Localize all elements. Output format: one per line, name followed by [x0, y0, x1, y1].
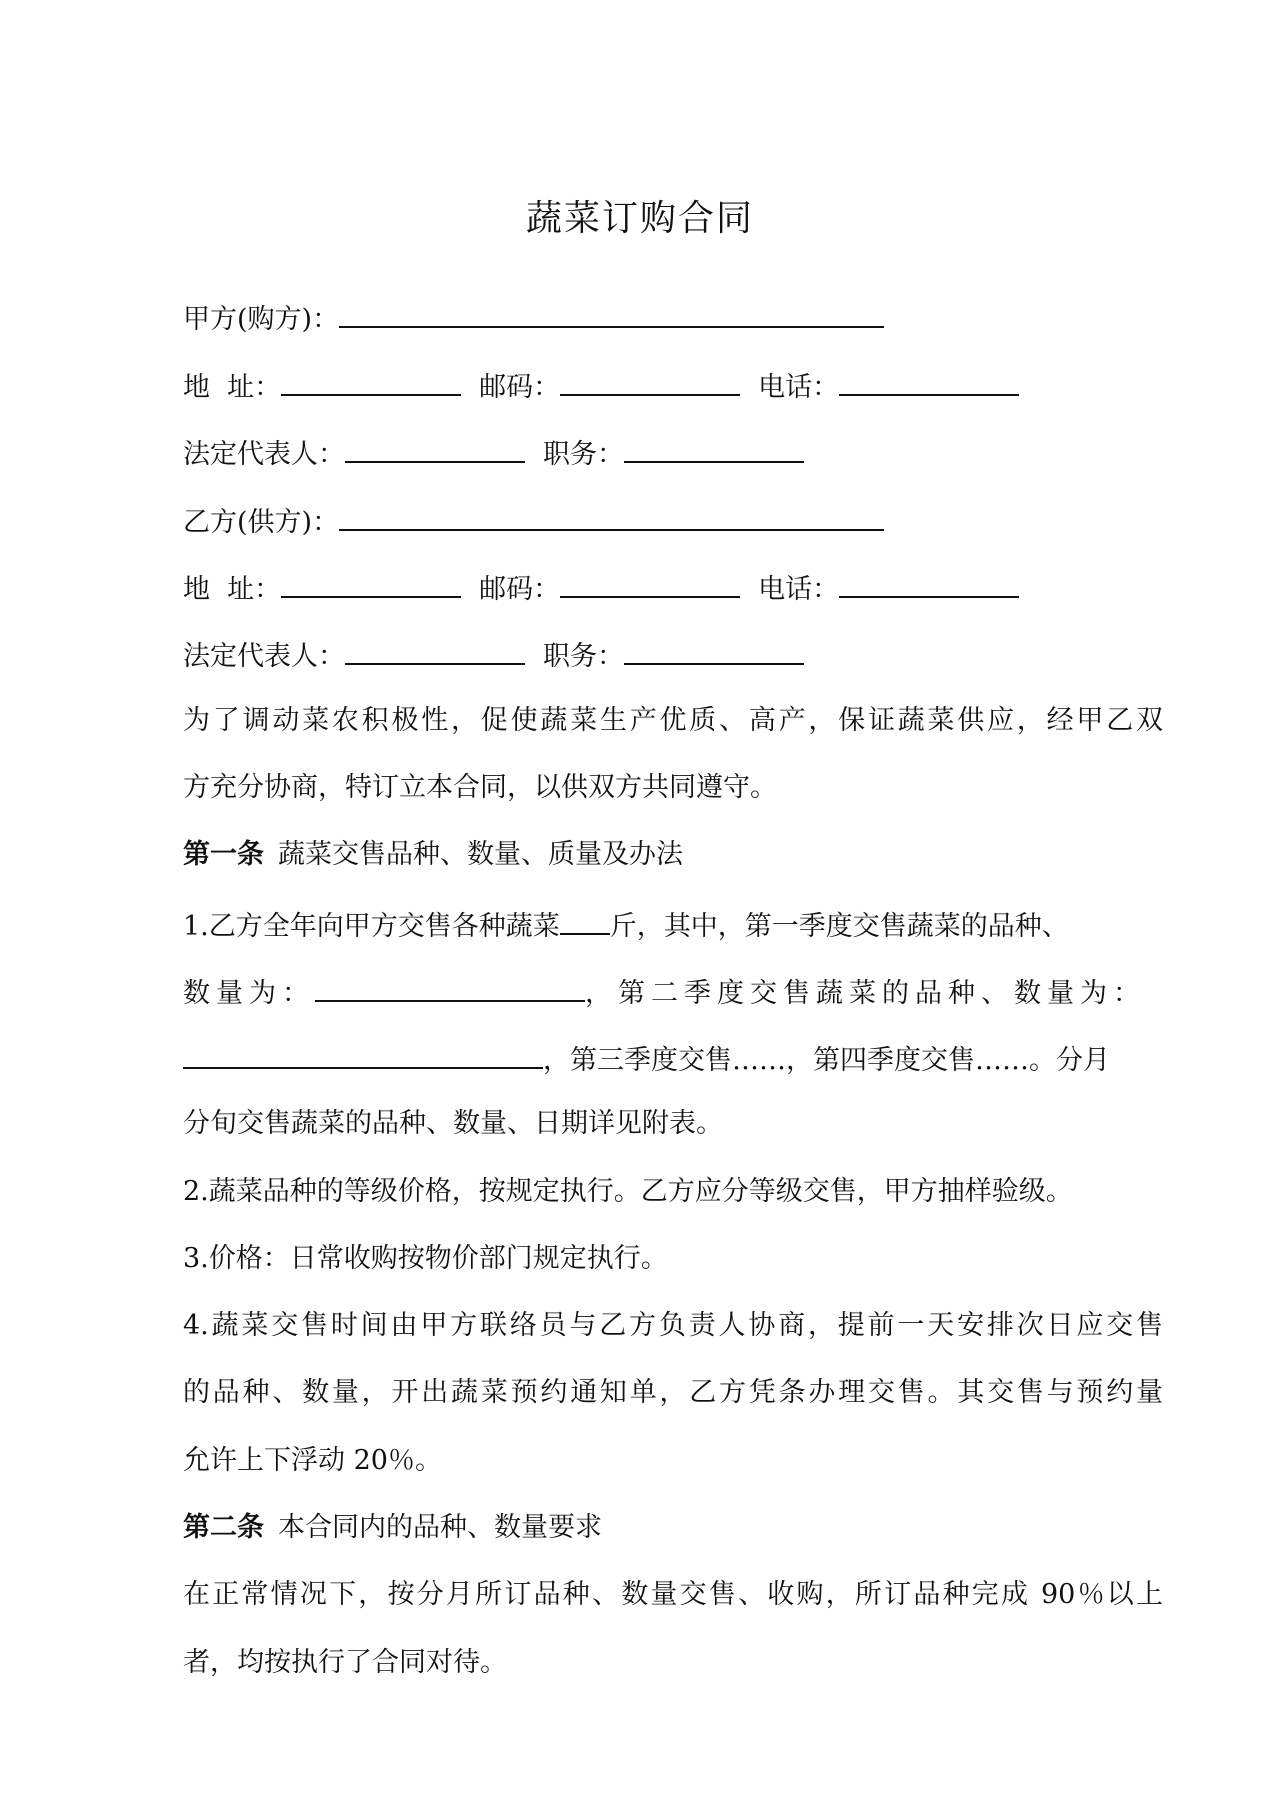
- article1-item1-a: 1.乙方全年向甲方交售各种蔬菜: [183, 911, 560, 942]
- party-a-phone-blank[interactable]: [839, 364, 1019, 396]
- party-b-postcode-blank[interactable]: [560, 566, 740, 598]
- party-a-postcode-blank[interactable]: [560, 364, 740, 396]
- party-b-address-line: [183, 566, 1019, 610]
- article1-item1-line-2: [183, 970, 1146, 1014]
- article1-heading-line: [183, 835, 683, 875]
- article1-item4-line-2: 的品种、数量，开出蔬菜预约通知单，乙方凭条办理交售。其交售与预约量: [183, 1377, 1163, 1408]
- party-a-label: 甲方(购方)：: [183, 304, 340, 335]
- intro-line-2: 方充分协商，特订立本合同，以供双方共同遵守。: [183, 772, 777, 803]
- party-a-address-line: [183, 364, 1019, 408]
- article1-item2: 2.蔬菜品种的等级价格，按规定执行。乙方应分等级交售，甲方抽样验级。: [183, 1176, 1073, 1207]
- party-a-blank[interactable]: [339, 296, 884, 328]
- article2-text-line-1: 在正常情况下，按分月所订品种、数量交售、收购，所订品种完成 90％以上: [183, 1579, 1163, 1610]
- q2-quantity-blank[interactable]: [183, 1037, 543, 1069]
- party-a-postcode-label: 邮码：: [479, 372, 561, 403]
- article1-item1-line-1: [183, 903, 1069, 947]
- party-a-rep-label: 法定代表人：: [183, 439, 345, 470]
- article2-text-line-2: 者，均按执行了合同对待。: [183, 1647, 507, 1678]
- article1-item4-line-3: 允许上下浮动 20％。: [183, 1445, 442, 1476]
- party-a-line: [183, 296, 884, 340]
- article1-item3: 3.价格：日常收购按物价部门规定执行。: [183, 1243, 668, 1274]
- party-b-rep-blank[interactable]: [345, 633, 525, 665]
- party-b-phone-blank[interactable]: [839, 566, 1019, 598]
- party-a-phone-label: 电话：: [758, 372, 840, 403]
- article1-title: 蔬菜交售品种、数量、质量及办法: [278, 839, 683, 870]
- article2-heading: 第二条: [183, 1512, 264, 1543]
- party-b-position-label: 职务：: [543, 641, 624, 672]
- party-b-label: 乙方(供方)：: [183, 507, 340, 538]
- annual-quantity-blank[interactable]: [560, 903, 610, 935]
- party-b-blank[interactable]: [339, 499, 884, 531]
- party-b-address-blank[interactable]: [281, 566, 461, 598]
- article1-item1-d: ，第二季度交售蔬菜的品种、数量为：: [585, 978, 1146, 1009]
- article2-heading-line: [183, 1508, 602, 1548]
- party-a-position-label: 职务：: [543, 439, 624, 470]
- party-a-rep-blank[interactable]: [345, 431, 525, 463]
- intro-line-1: 为了调动菜农积极性，促使蔬菜生产优质、高产，保证蔬菜供应，经甲乙双: [183, 705, 1163, 736]
- party-a-address-blank[interactable]: [281, 364, 461, 396]
- party-b-phone-label: 电话：: [758, 574, 840, 605]
- article1-item1-e: ，第三季度交售……，第四季度交售……。分月: [543, 1045, 1110, 1076]
- party-b-address-label: 地 址：: [183, 574, 282, 605]
- party-b-rep-label: 法定代表人：: [183, 641, 345, 672]
- article1-heading: 第一条: [183, 839, 264, 870]
- party-b-position-blank[interactable]: [624, 633, 804, 665]
- article2-title: 本合同内的品种、数量要求: [278, 1512, 602, 1543]
- party-b-rep-line: [183, 633, 804, 677]
- party-b-line: [183, 499, 884, 543]
- party-b-postcode-label: 邮码：: [479, 574, 561, 605]
- party-a-rep-line: [183, 431, 804, 475]
- article1-item4-line-1: 4.蔬菜交售时间由甲方联络员与乙方负责人协商，提前一天安排次日应交售: [183, 1310, 1163, 1341]
- party-a-position-blank[interactable]: [624, 431, 804, 463]
- q1-quantity-blank[interactable]: [315, 970, 585, 1002]
- party-a-address-label: 地 址：: [183, 372, 282, 403]
- article1-item1-c: 数量为：: [183, 978, 315, 1009]
- article1-item1-line-4: 分旬交售蔬菜的品种、数量、日期详见附表。: [183, 1108, 723, 1139]
- article1-item1-line-3: [183, 1037, 1110, 1081]
- document-title: 蔬菜订购合同: [525, 198, 754, 239]
- article1-item1-b: 斤，其中，第一季度交售蔬菜的品种、: [609, 911, 1069, 942]
